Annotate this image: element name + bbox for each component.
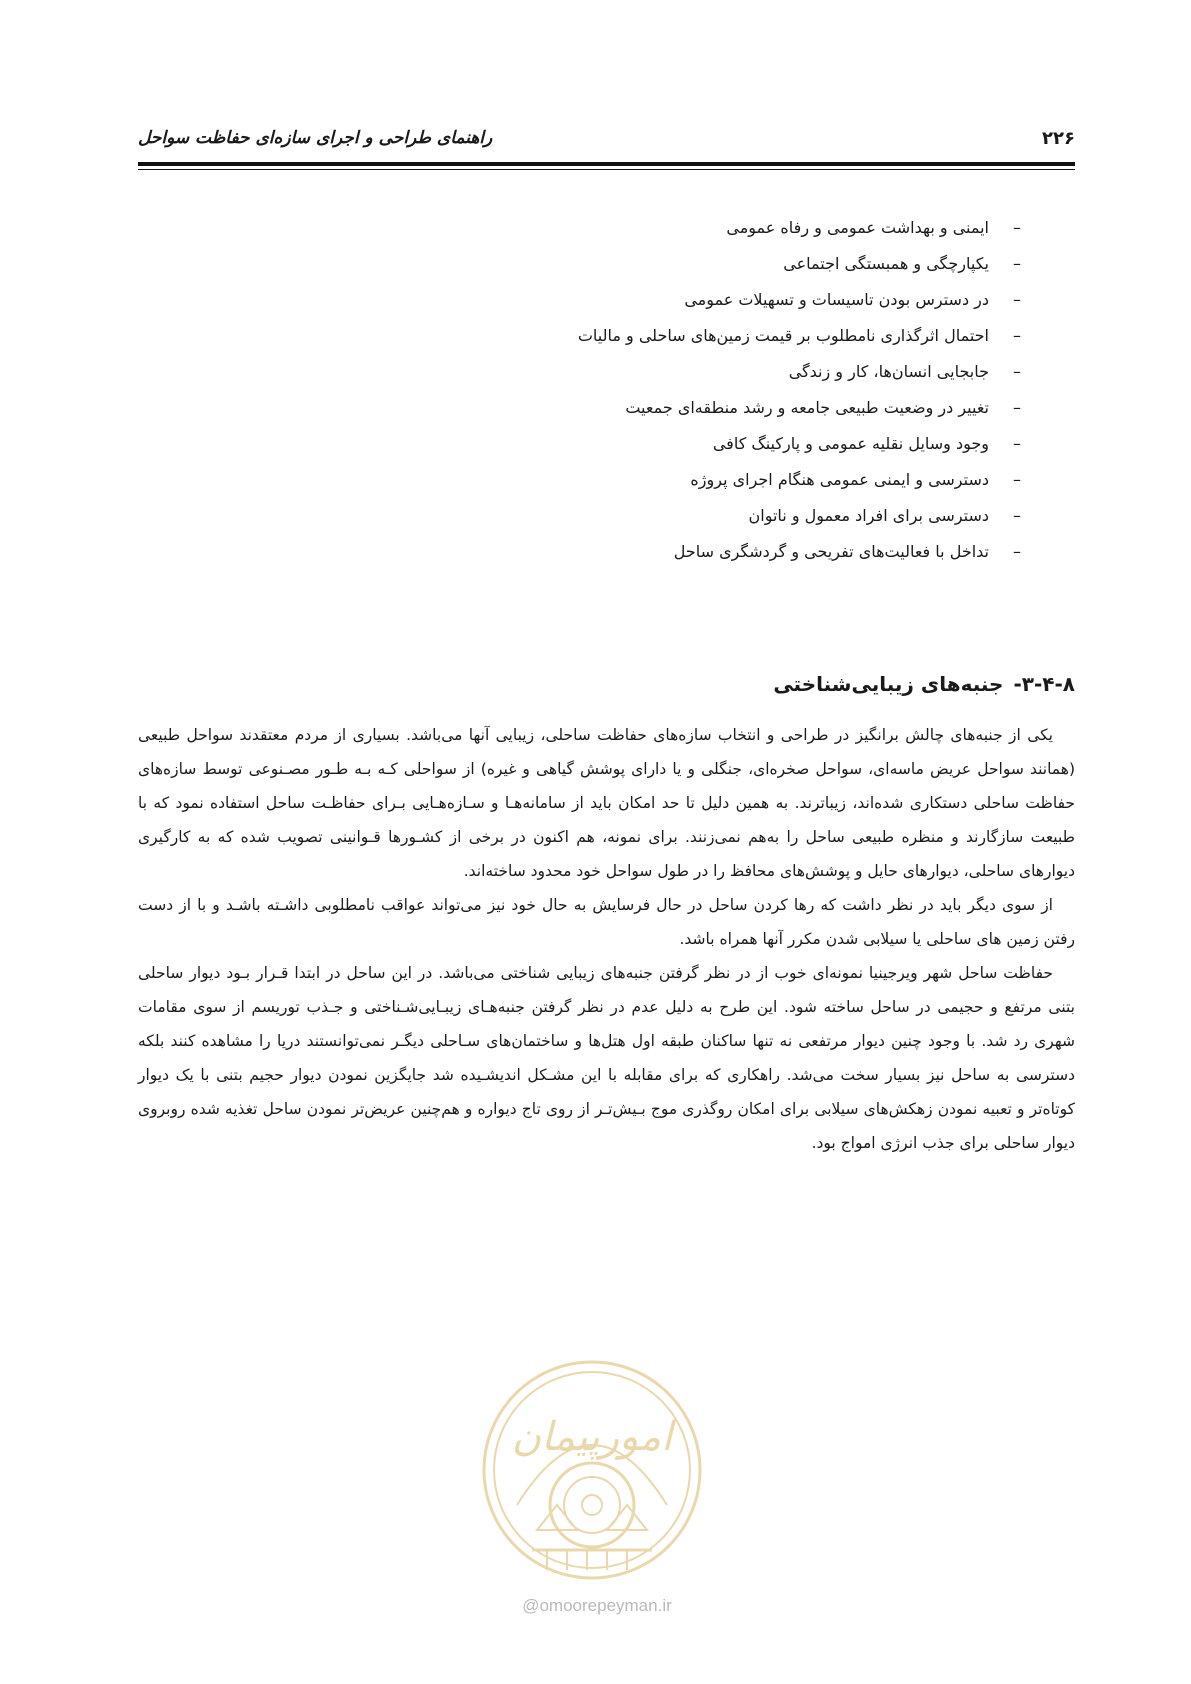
page-header	[138, 122, 1075, 162]
list-item: –وجود وسایل نقلیه عمومی و پارکینگ کافی	[712, 434, 1021, 453]
list-item: –ایمنی و بهداشت عمومی و رفاه عمومی	[726, 218, 1021, 237]
list-item: –تداخل با فعالیت‌های تفریحی و گردشگری ساحل	[673, 542, 1021, 561]
header-rule-thin	[138, 169, 1075, 170]
watermark-url: @omoorepeyman.ir	[522, 1596, 672, 1615]
paragraph: از سوی دیگر باید در نظر داشت که رها کردن ساحل در حال فرسایش به حال خود نیز می‌تواند عواقب نامطلوبی داشـته باشـد و با از دست رفتن زمین های ساحلی یا سیلابی شدن مکرر آنها همراه باشد.	[138, 896, 1075, 948]
watermark-seal-icon	[477, 1355, 707, 1585]
list-item: –تغییر در وضعیت طبیعی جامعه و رشد منطقه‌ای جمعیت	[625, 398, 1021, 417]
section-number: ۳-۴-۸-	[1013, 672, 1075, 696]
paragraph: حفاظت ساحل شهر ویرجینیا نمونه‌ای خوب از در نظر گرفتن جنبه‌های زیبایی شناختی می‌باشد. در این ساحل در ابتدا قـرار بـود دیوار ساحلی بتنی مرتفع و حجیمی در ساحل ساخته شود. این طرح به دلیل عدم در نظر گرفتن جنبه‌هـای زیبـایی‌شـناختی و جـذب توریسم از سوی مقامات شهری رد شد. با وجود چنین دیوار مرتفعی نه تنها ساکنان طبقه اول هتل‌ها و ساختمان‌های سـاحلی دیگـر نمی‌توانستند دریا را مشاهده کنند بلکه دسترسی به ساحل نیز بسیار سخت می‌شد. راهکاری که برای مقابله با این مشـکل اندیشـیده شد جایگزین نمودن دیوار حجیم بتنی با یک دیوار کوتاه‌تر و تعبیه نمودن زهکش‌های سیلابی برای امکان روگذری موج بـیش‌تـر از روی تاج دیواره و هم‌چنین عریض‌تر نمودن ساحل تغذیه شده روبروی دیوار ساحلی برای جذب انرژی امواج بود.	[138, 964, 1075, 1152]
bullet-list	[578, 210, 1021, 570]
watermark-logo-text: امورپیمان	[511, 1414, 673, 1460]
list-item: –در دسترس بودن تاسیسات و تسهیلات عمومی	[684, 290, 1021, 309]
list-item: –دسترسی برای افراد معمول و ناتوان	[748, 506, 1021, 525]
body-text	[138, 718, 1075, 1160]
page-number: ۲۲۶	[1042, 128, 1075, 149]
list-item: –جابجایی انسان‌ها، کار و زندگی	[788, 362, 1021, 381]
paragraph: یکی از جنبه‌های چالش برانگیز در طراحی و انتخاب سازه‌های حفاظت ساحلی، زیبایی آنها می‌باشد. بسیاری از مردم معتقدند سواحل طبیعی (همانند سواحل عریض ماسه‌ای، سواحل صخره‌ای، جنگلی و یا دارای پوشش گیاهی و غیره) از سواحلی کـه بـه طـور مصـنوعی توسط سازه‌های حفاظت ساحلی دستکاری شده‌اند، زیباترند. به همین دلیل تا حد امکان باید از سامانه‌هـا و سـازه‌هـایی بـرای حفاظـت ساحل استفاده نمود که با طبیعت سازگارند و منظره طبیعی ساحل را به‌هم نمی‌زنند. برای نمونه، هم اکنون در برخی از کشـورها قـوانینی تصویب شده که به کارگیری دیوارهای ساحلی، دیوارهای حایل و پوشش‌های محافظ را در طول سواحل خود محدود ساخته‌اند.	[138, 726, 1075, 880]
header-rule-thick	[138, 162, 1075, 166]
list-item: –دسترسی و ایمنی عمومی هنگام اجرای پروژه	[690, 470, 1021, 489]
section-title: جنبه‌های زیبایی‌شناختی	[773, 672, 1004, 696]
section-heading	[773, 672, 1075, 696]
list-item: –احتمال اثرگذاری نامطلوب بر قیمت زمین‌های ساحلی و مالیات	[577, 326, 1021, 345]
list-item: –یکپارچگی و همبستگی اجتماعی	[783, 254, 1021, 273]
running-title: راهنمای طراحی و اجرای سازه‌ای حفاظت سواحل	[138, 128, 493, 148]
